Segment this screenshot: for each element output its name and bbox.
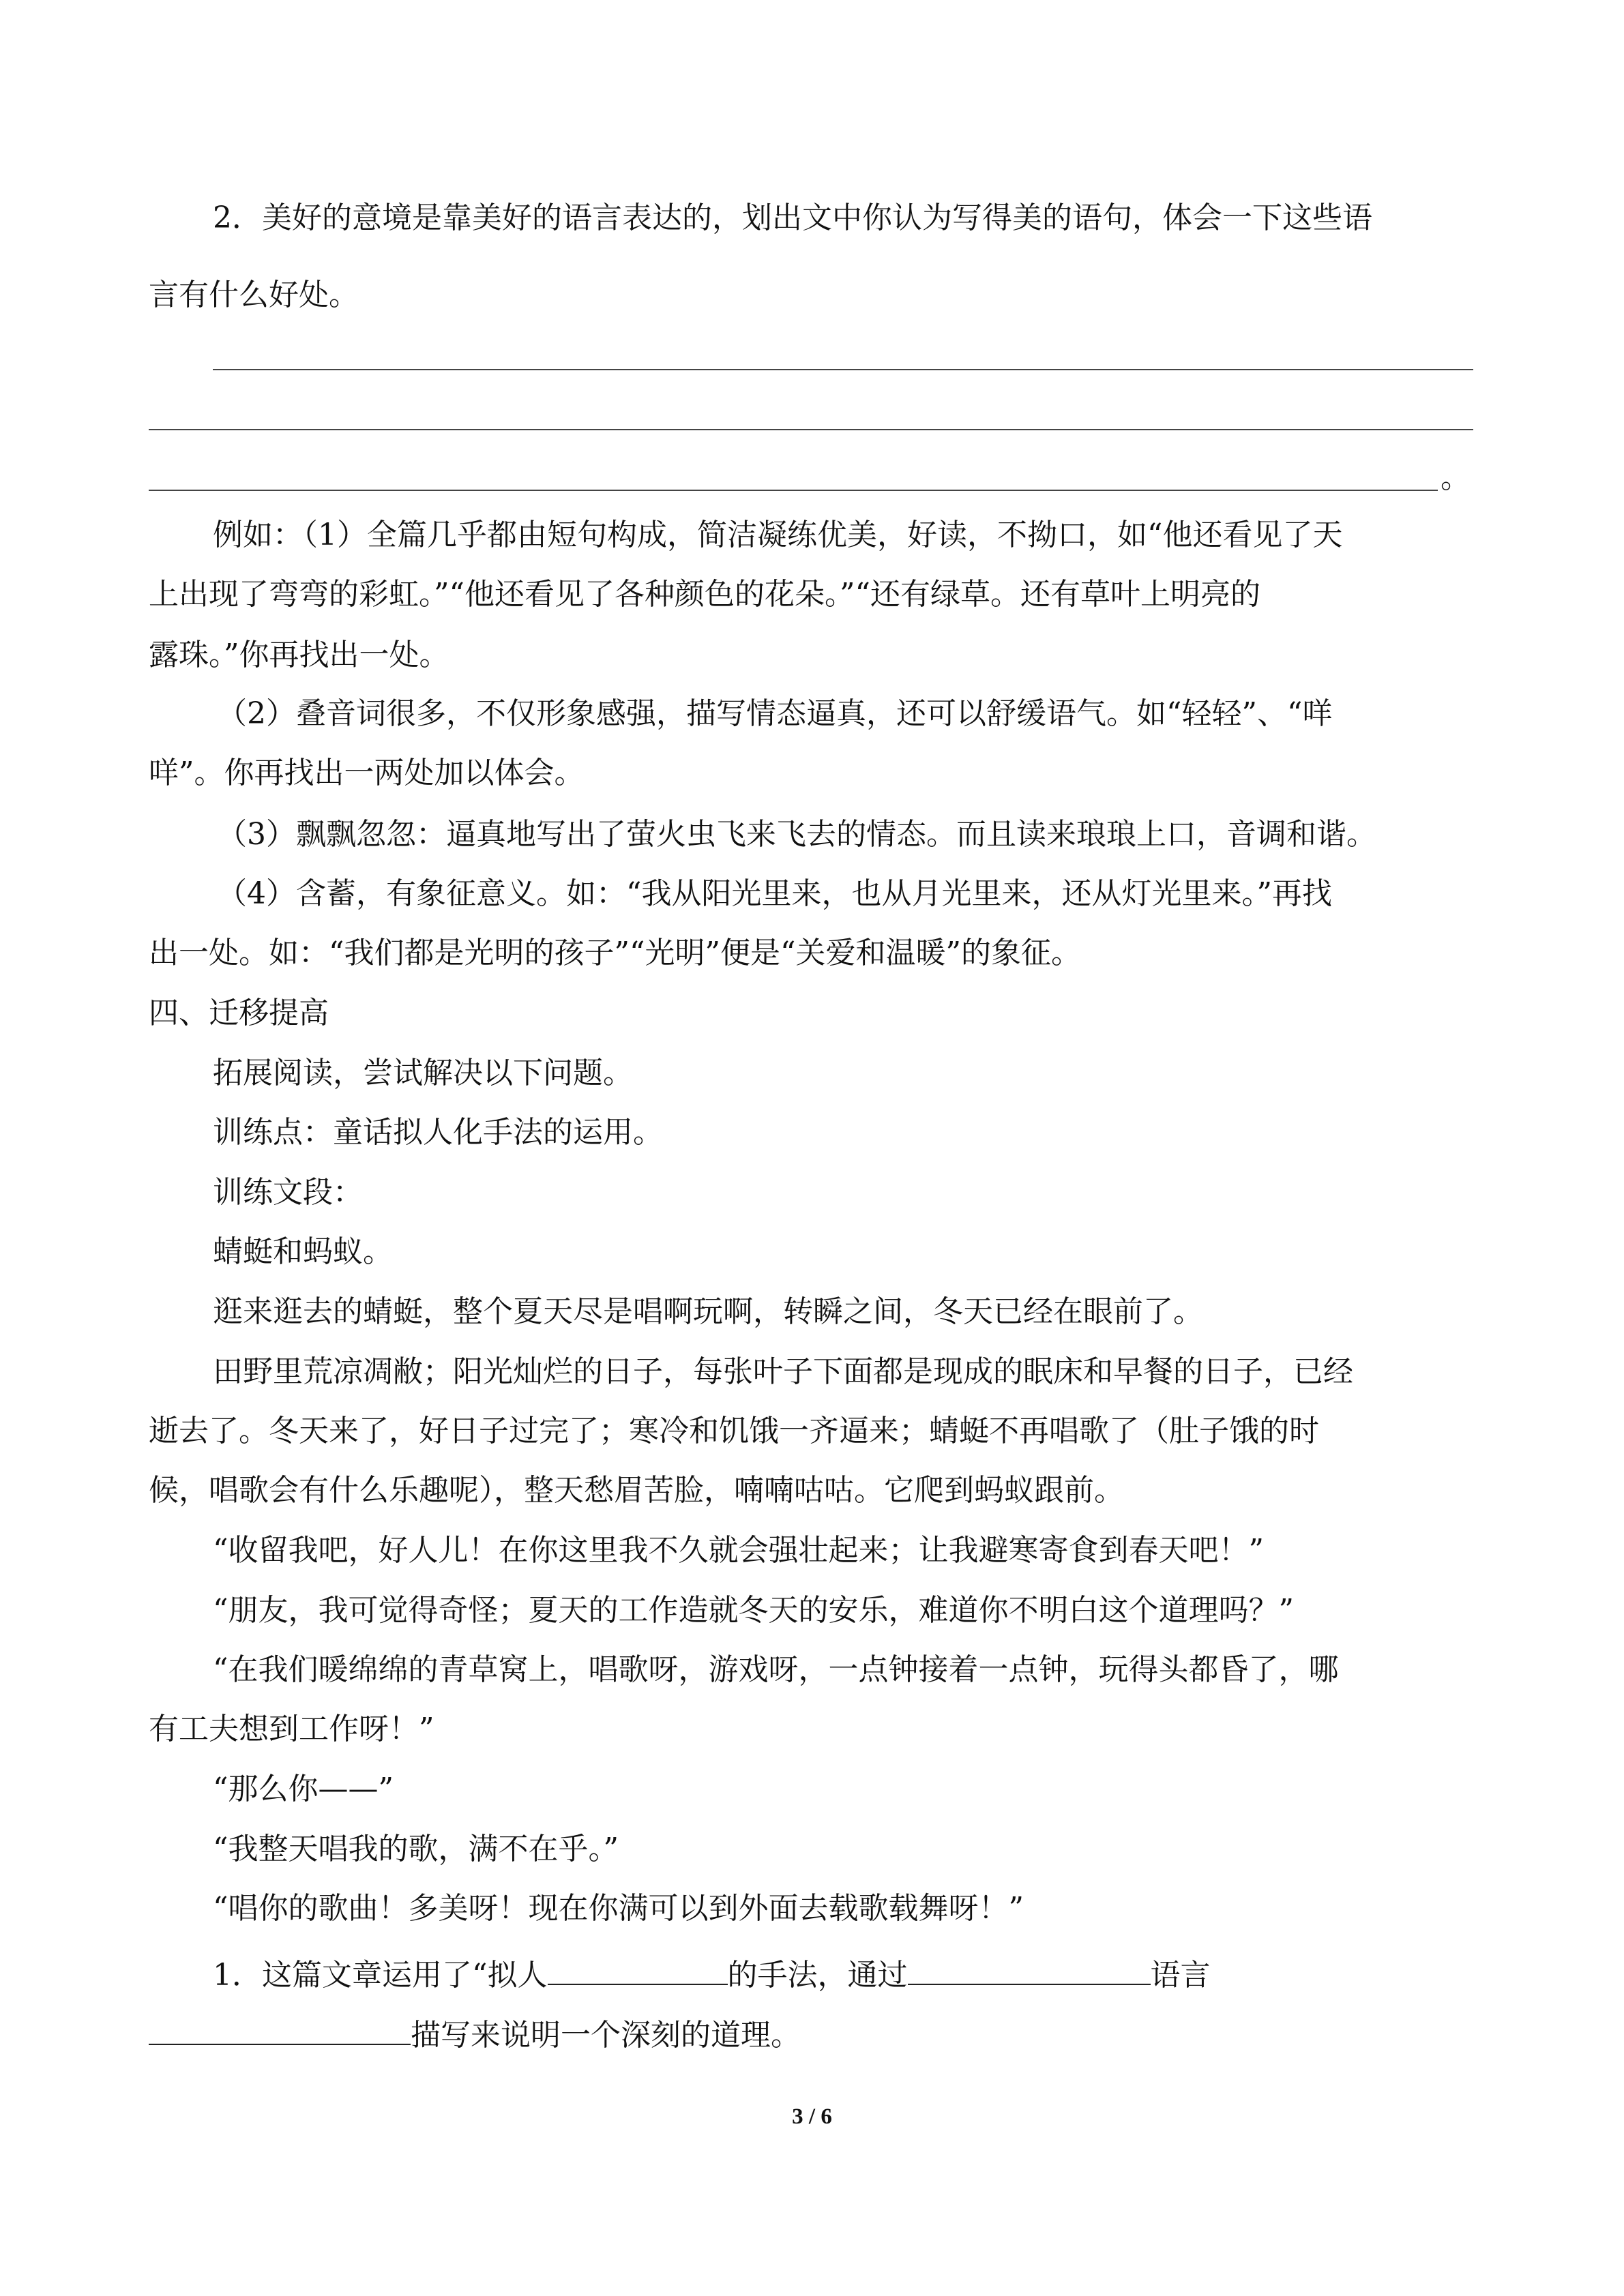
example-2-line-2: 咩”。你再找出一两处加以体会。 [149,756,585,790]
passage-paragraph-2-line-2: 逝去了。冬天来了，好日子过完了；寒冷和饥饿一齐逼来；蜻蜓不再唱歌了（肚子饿的时 [149,1414,1319,1448]
training-point: 训练点：童话拟人化手法的运用。 [213,1115,663,1150]
question-1-line-2 [149,2016,801,2055]
dialogue-6: “唱你的歌曲！多美呀！现在你满可以到外面去载歌载舞呀！” [213,1891,1024,1926]
section-heading: 四、迁移提高 [149,996,329,1030]
answer-line-1 [213,369,1473,370]
question-1-text-c: 语言 [1150,1958,1211,1993]
question-1-text-d: 描写来说明一个深刻的道理。 [411,2018,801,2053]
dialogue-2: “朋友，我可觉得奇怪；夏天的工作造就冬天的安乐，难道你不明白这个道理吗？” [213,1593,1294,1628]
dialogue-3-line-1: “在我们暖绵绵的青草窝上，唱歌呀，游戏呀，一点钟接着一点钟，玩得头都昏了，哪 [213,1652,1339,1687]
blank-3[interactable] [149,2016,411,2045]
question-2-line-2: 言有什么好处。 [149,278,359,312]
question-1-text-b: 的手法，通过 [727,1958,908,1993]
dialogue-4: “那么你——” [213,1772,394,1806]
example-1-line-2: 上出现了弯弯的彩虹。”“他还看见了各种颜色的花朵。”“还有绿草。还有草叶上明亮的 [149,577,1260,612]
passage-title: 蜻蜓和蚂蚁。 [213,1234,393,1269]
example-1-line-3: 露珠。”你再找出一处。 [149,638,449,672]
passage-paragraph-2-line-3: 候，唱歌会有什么乐趣呢），整天愁眉苦脸，喃喃咕咕。它爬到蚂蚁跟前。 [149,1473,1124,1508]
dialogue-3-line-2: 有工夫想到工作呀！” [149,1712,434,1746]
passage-paragraph-2-line-1: 田野里荒凉凋敝；阳光灿烂的日子，每张叶子下面都是现成的眠床和早餐的日子，已经 [213,1354,1353,1389]
passage-paragraph-1: 逛来逛去的蜻蜓，整个夏天尽是唱啊玩啊，转瞬之间，冬天已经在眼前了。 [213,1294,1203,1329]
page-number: 3 / 6 [792,2104,832,2129]
blank-1[interactable] [548,1956,728,1985]
answer-end-mark: 。 [1441,460,1471,495]
question-2-line-1: 2．美好的意境是靠美好的语言表达的，划出文中你认为写得美的语句，体会一下这些语 [213,200,1372,235]
example-4-line-1: （4）含蓄，有象征意义。如：“我从阳光里来，也从月光里来，还从灯光里来。”再找 [217,876,1332,911]
answer-line-2 [149,429,1473,430]
dialogue-5: “我整天唱我的歌，满不在乎。” [213,1832,619,1866]
section-intro: 拓展阅读，尝试解决以下问题。 [213,1056,633,1090]
answer-line-3 [149,490,1438,491]
question-1-text-a: 1．这篇文章运用了“拟人 [213,1958,548,1993]
example-2-line-1: （2）叠音词很多，不仅形象感强，描写情态逼真，还可以舒缓语气。如“轻轻”、“咩 [217,696,1333,731]
example-3-line-1: （3）飘飘忽忽：逼真地写出了萤火虫飞来飞去的情态。而且读来琅琅上口，音调和谐。 [217,817,1376,852]
dialogue-1: “收留我吧，好人儿！在你这里我不久就会强壮起来；让我避寒寄食到春天吧！” [213,1533,1264,1568]
blank-2[interactable] [908,1956,1151,1985]
passage-label: 训练文段： [213,1175,363,1210]
example-4-line-2: 出一处。如：“我们都是光明的孩子”“光明”便是“关爱和温暖”的象征。 [149,936,1081,970]
question-1-line-1 [213,1956,1211,1995]
example-1-line-1: 例如：（1）全篇几乎都由短句构成，简洁凝练优美，好读，不拗口，如“他还看见了天 [213,518,1343,552]
